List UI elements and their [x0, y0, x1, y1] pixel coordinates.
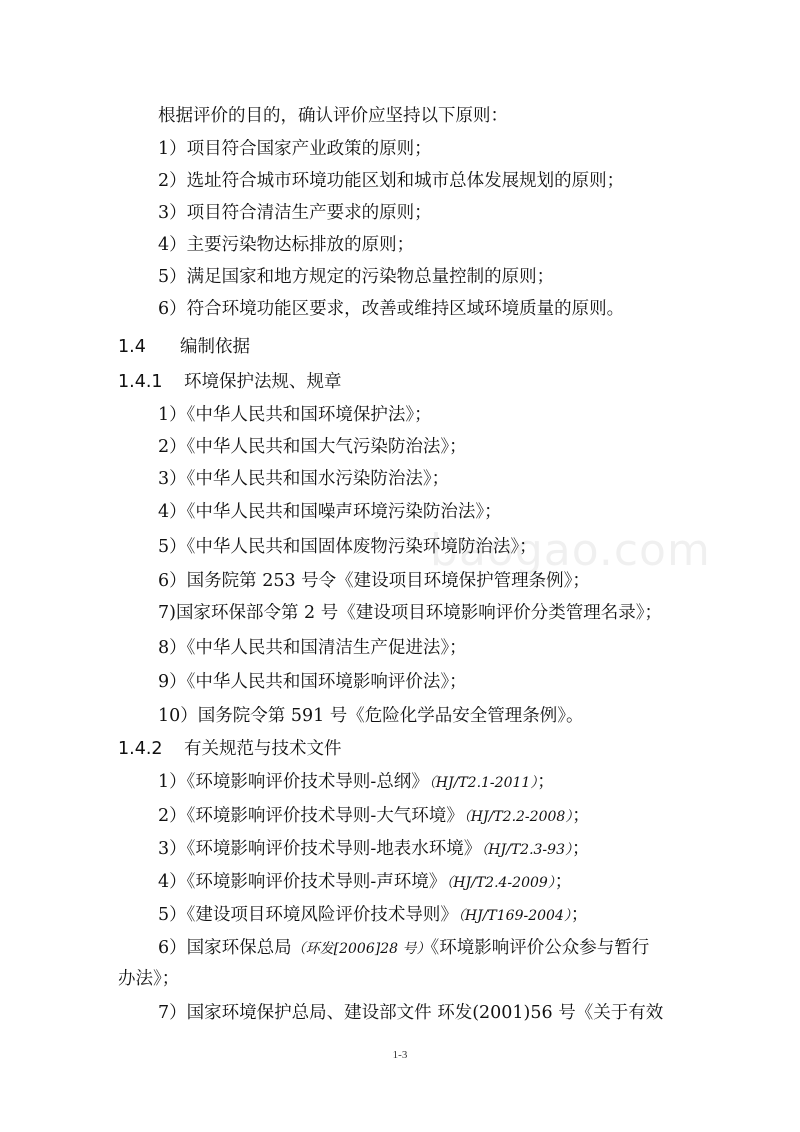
spec-title-cont: 《环境影响评价公众参与暂行 — [430, 938, 650, 958]
intro-paragraph: 根据评价的目的，确认评价应坚持以下原则： — [158, 106, 508, 126]
spec-title: 5）《建设项目环境风险评价技术导则》 — [158, 905, 458, 925]
section-title: 有关规范与技术文件 — [184, 739, 342, 759]
spec-item — [158, 770, 555, 795]
spec-item: 7）国家环境保护总局、建设部文件 环发(2001)56 号《关于有效 — [158, 1003, 664, 1023]
spec-item — [158, 837, 589, 862]
spec-title: 6）国家环保总局 — [158, 938, 292, 958]
section-heading-1-4-2 — [118, 737, 342, 761]
page-number: 1-3 — [392, 1049, 408, 1061]
spec-item-continuation: 办法》； — [118, 969, 180, 989]
law-item: 7)国家环保部令第 2 号《建设项目环境影响评价分类管理名录》； — [158, 603, 662, 623]
section-heading-1-4 — [118, 335, 250, 359]
spec-item — [158, 903, 588, 928]
section-title: 环境保护法规、规章 — [184, 372, 342, 392]
spec-code: （HJ/T169-2004） — [457, 908, 571, 924]
section-number: 1.4.1 — [118, 372, 163, 392]
spec-code: （HJ/T2.3-93） — [481, 842, 572, 858]
spec-title: 1）《环境影响评价技术导则-总纲》 — [158, 772, 429, 792]
principle-item: 4）主要污染物达标排放的原则； — [158, 235, 415, 255]
law-item: 1）《中华人民共和国环境保护法》； — [158, 405, 432, 425]
spec-title: 3）《环境影响评价技术导则-地表水环境》 — [158, 839, 482, 859]
section-heading-1-4-1 — [118, 370, 342, 394]
law-item: 3）《中华人民共和国水污染防治法》； — [158, 469, 450, 489]
watermark: baogao.com — [430, 525, 711, 576]
spec-code: （HJ/T2.1-2011） — [428, 775, 538, 791]
principle-item: 1）项目符合国家产业政策的原则； — [158, 139, 432, 159]
law-item: 8）《中华人民共和国清洁生产促进法》； — [158, 638, 467, 658]
spec-item — [158, 870, 572, 895]
law-item: 9）《中华人民共和国环境影响评价法》； — [158, 672, 467, 692]
principle-item: 6）符合环境功能区要求，改善或维持区域环境质量的原则。 — [158, 299, 625, 319]
section-title: 编制依据 — [180, 337, 250, 357]
section-number: 1.4 — [118, 337, 146, 357]
section-number: 1.4.2 — [118, 739, 163, 759]
law-item: 2）《中华人民共和国大气污染防治法》； — [158, 437, 467, 457]
spec-title: 2）《环境影响评价技术导则-大气环境》 — [158, 806, 464, 826]
law-item: 6）国务院第 253 号令《建设项目环境保护管理条例》； — [158, 571, 590, 591]
spec-code: （环发[2006]28 号） — [291, 941, 431, 957]
spec-title: 4）《环境影响评价技术导则-声环境》 — [158, 872, 447, 892]
law-item: 5）《中华人民共和国固体废物污染环境防治法》； — [158, 537, 537, 557]
law-item: 10）国务院令第 591 号《危险化学品安全管理条例》。 — [158, 706, 584, 726]
spec-item — [158, 936, 649, 961]
spec-end: ； — [570, 905, 589, 925]
law-item: 4）《中华人民共和国噪声环境污染防治法》； — [158, 502, 502, 522]
principle-item: 5）满足国家和地方规定的污染物总量控制的原则； — [158, 267, 555, 287]
spec-end: ； — [572, 806, 590, 826]
spec-code: （HJ/T2.4-2009） — [446, 875, 555, 891]
spec-end: ； — [537, 772, 555, 792]
spec-end: ； — [554, 872, 573, 892]
principle-item: 3）项目符合清洁生产要求的原则； — [158, 203, 432, 223]
spec-end: ； — [571, 839, 590, 859]
spec-item — [158, 804, 590, 829]
principle-item: 2）选址符合城市环境功能区划和城市总体发展规划的原则； — [158, 171, 625, 191]
spec-code: （HJ/T2.2-2008） — [463, 809, 573, 825]
